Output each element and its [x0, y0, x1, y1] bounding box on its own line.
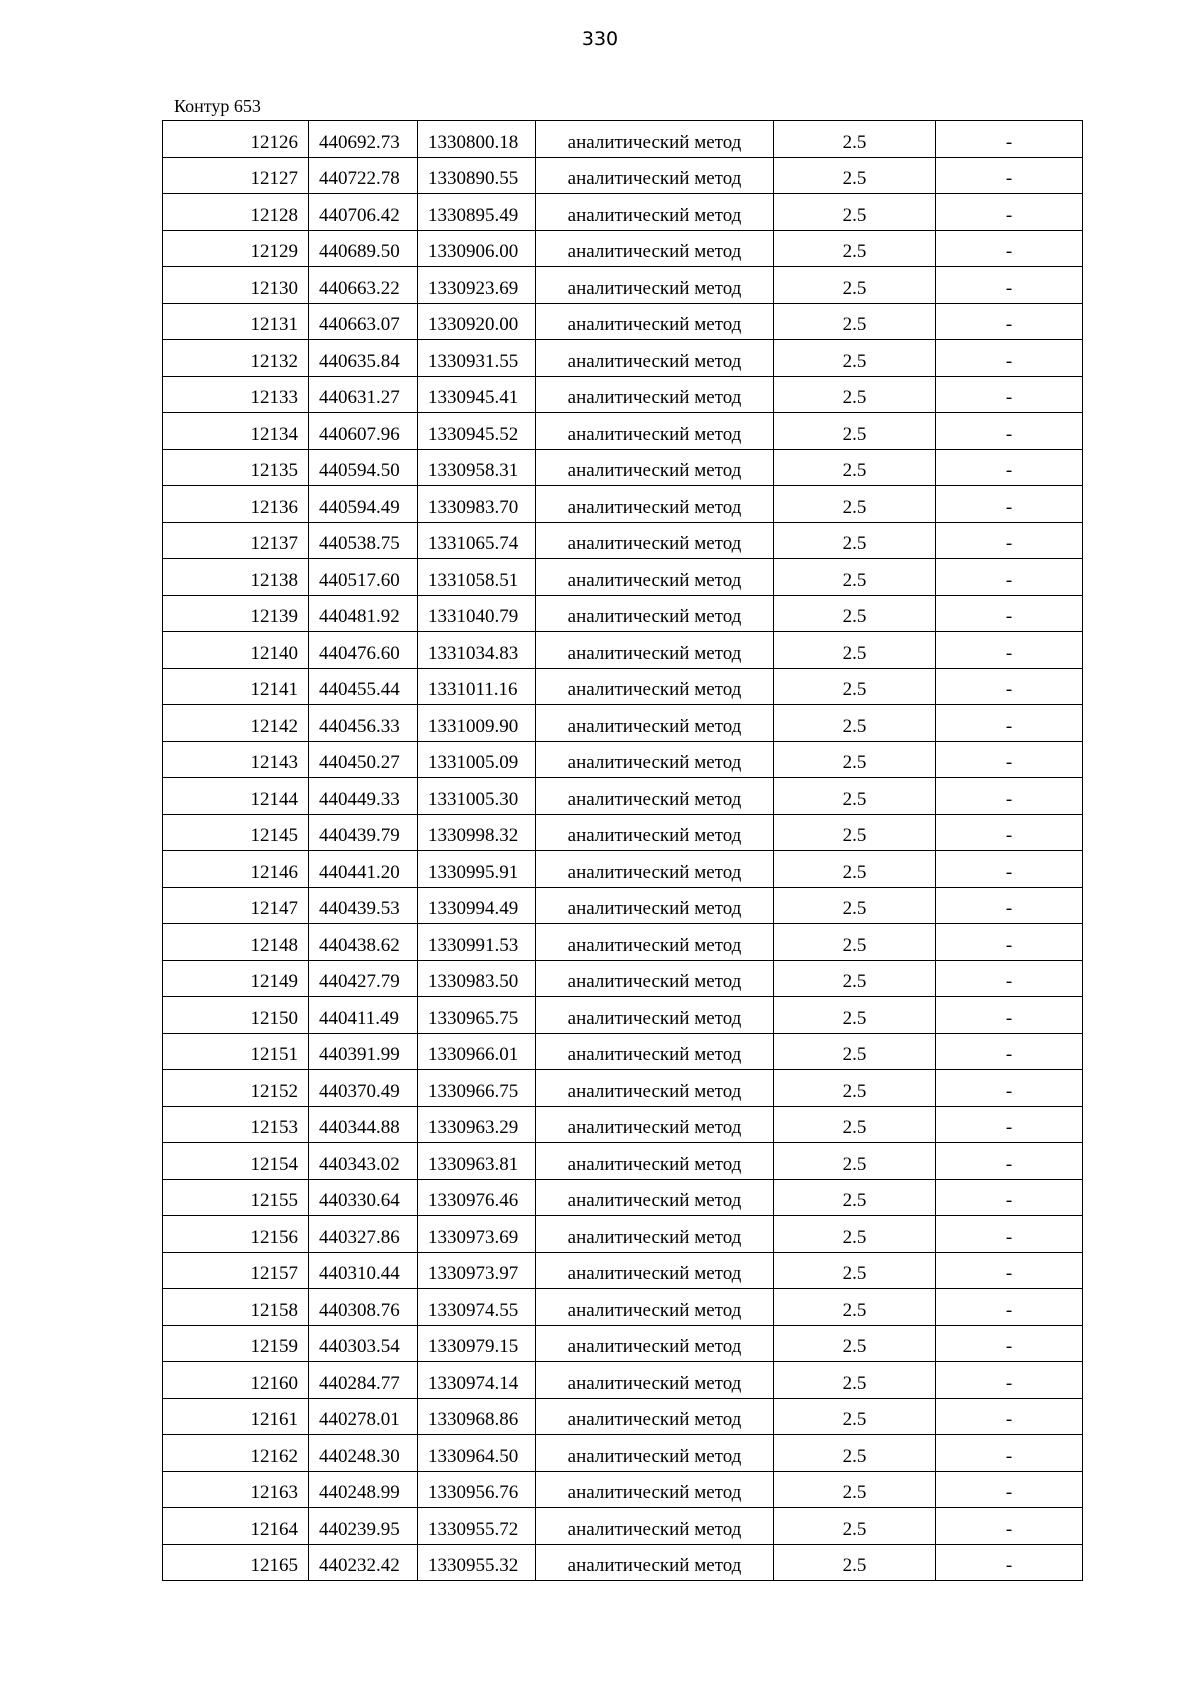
accuracy-cell: 2.5 — [774, 887, 936, 924]
point-number-cell: 12151 — [163, 1033, 309, 1070]
point-number-cell: 12142 — [163, 705, 309, 742]
point-number-cell: 12149 — [163, 960, 309, 997]
table-row — [163, 1435, 1083, 1472]
x-coordinate-cell: 440456.33 — [309, 705, 418, 742]
y-coordinate-cell: 1331058.51 — [418, 559, 536, 596]
accuracy-cell: 2.5 — [774, 303, 936, 340]
y-coordinate-cell: 1330800.18 — [418, 121, 536, 158]
note-cell: - — [936, 1544, 1083, 1581]
table-row — [163, 997, 1083, 1034]
y-coordinate-cell: 1330983.70 — [418, 486, 536, 523]
x-coordinate-cell: 440594.50 — [309, 449, 418, 486]
x-coordinate-cell: 440248.30 — [309, 1435, 418, 1472]
x-coordinate-cell: 440439.79 — [309, 814, 418, 851]
y-coordinate-cell: 1330945.52 — [418, 413, 536, 450]
accuracy-cell: 2.5 — [774, 1289, 936, 1326]
note-cell: - — [936, 413, 1083, 450]
accuracy-cell: 2.5 — [774, 924, 936, 961]
y-coordinate-cell: 1331040.79 — [418, 595, 536, 632]
note-cell: - — [936, 1362, 1083, 1399]
accuracy-cell: 2.5 — [774, 340, 936, 377]
method-cell: аналитический метод — [536, 230, 774, 267]
x-coordinate-cell: 440310.44 — [309, 1252, 418, 1289]
x-coordinate-cell: 440450.27 — [309, 741, 418, 778]
table-row — [163, 1362, 1083, 1399]
point-number-cell: 12134 — [163, 413, 309, 450]
table-row — [163, 1216, 1083, 1253]
note-cell: - — [936, 887, 1083, 924]
accuracy-cell: 2.5 — [774, 1252, 936, 1289]
table-row — [163, 1508, 1083, 1545]
point-number-cell: 12146 — [163, 851, 309, 888]
y-coordinate-cell: 1330974.14 — [418, 1362, 536, 1399]
x-coordinate-cell: 440438.62 — [309, 924, 418, 961]
accuracy-cell: 2.5 — [774, 1398, 936, 1435]
x-coordinate-cell: 440722.78 — [309, 157, 418, 194]
note-cell: - — [936, 1435, 1083, 1472]
method-cell: аналитический метод — [536, 1216, 774, 1253]
y-coordinate-cell: 1330979.15 — [418, 1325, 536, 1362]
point-number-cell: 12137 — [163, 522, 309, 559]
table-row — [163, 121, 1083, 158]
point-number-cell: 12159 — [163, 1325, 309, 1362]
y-coordinate-cell: 1331009.90 — [418, 705, 536, 742]
x-coordinate-cell: 440481.92 — [309, 595, 418, 632]
note-cell: - — [936, 340, 1083, 377]
accuracy-cell: 2.5 — [774, 522, 936, 559]
coordinates-table-body — [163, 121, 1083, 1581]
y-coordinate-cell: 1330895.49 — [418, 194, 536, 231]
accuracy-cell: 2.5 — [774, 668, 936, 705]
y-coordinate-cell: 1331065.74 — [418, 522, 536, 559]
accuracy-cell: 2.5 — [774, 559, 936, 596]
method-cell: аналитический метод — [536, 194, 774, 231]
y-coordinate-cell: 1330958.31 — [418, 449, 536, 486]
x-coordinate-cell: 440248.99 — [309, 1471, 418, 1508]
table-row — [163, 924, 1083, 961]
note-cell: - — [936, 814, 1083, 851]
method-cell: аналитический метод — [536, 668, 774, 705]
table-row — [163, 814, 1083, 851]
accuracy-cell: 2.5 — [774, 960, 936, 997]
y-coordinate-cell: 1330983.50 — [418, 960, 536, 997]
table-row — [163, 522, 1083, 559]
y-coordinate-cell: 1330966.75 — [418, 1070, 536, 1107]
point-number-cell: 12150 — [163, 997, 309, 1034]
point-number-cell: 12160 — [163, 1362, 309, 1399]
point-number-cell: 12156 — [163, 1216, 309, 1253]
note-cell: - — [936, 595, 1083, 632]
accuracy-cell: 2.5 — [774, 1070, 936, 1107]
method-cell: аналитический метод — [536, 960, 774, 997]
table-row — [163, 960, 1083, 997]
point-number-cell: 12148 — [163, 924, 309, 961]
point-number-cell: 12162 — [163, 1435, 309, 1472]
accuracy-cell: 2.5 — [774, 705, 936, 742]
point-number-cell: 12147 — [163, 887, 309, 924]
accuracy-cell: 2.5 — [774, 1544, 936, 1581]
x-coordinate-cell: 440284.77 — [309, 1362, 418, 1399]
table-row — [163, 741, 1083, 778]
note-cell: - — [936, 1033, 1083, 1070]
table-row — [163, 376, 1083, 413]
x-coordinate-cell: 440427.79 — [309, 960, 418, 997]
x-coordinate-cell: 440327.86 — [309, 1216, 418, 1253]
table-row — [163, 1544, 1083, 1581]
point-number-cell: 12131 — [163, 303, 309, 340]
y-coordinate-cell: 1330998.32 — [418, 814, 536, 851]
table-row — [163, 1471, 1083, 1508]
table-row — [163, 449, 1083, 486]
x-coordinate-cell: 440330.64 — [309, 1179, 418, 1216]
method-cell: аналитический метод — [536, 1070, 774, 1107]
note-cell: - — [936, 559, 1083, 596]
table-row — [163, 1143, 1083, 1180]
point-number-cell: 12129 — [163, 230, 309, 267]
note-cell: - — [936, 267, 1083, 304]
point-number-cell: 12139 — [163, 595, 309, 632]
x-coordinate-cell: 440278.01 — [309, 1398, 418, 1435]
accuracy-cell: 2.5 — [774, 1508, 936, 1545]
x-coordinate-cell: 440370.49 — [309, 1070, 418, 1107]
x-coordinate-cell: 440517.60 — [309, 559, 418, 596]
table-row — [163, 194, 1083, 231]
table-row — [163, 1070, 1083, 1107]
x-coordinate-cell: 440706.42 — [309, 194, 418, 231]
table-row — [163, 157, 1083, 194]
point-number-cell: 12158 — [163, 1289, 309, 1326]
method-cell: аналитический метод — [536, 997, 774, 1034]
note-cell: - — [936, 924, 1083, 961]
point-number-cell: 12153 — [163, 1106, 309, 1143]
note-cell: - — [936, 1325, 1083, 1362]
accuracy-cell: 2.5 — [774, 851, 936, 888]
point-number-cell: 12135 — [163, 449, 309, 486]
y-coordinate-cell: 1330920.00 — [418, 303, 536, 340]
method-cell: аналитический метод — [536, 1143, 774, 1180]
coordinates-table — [162, 120, 1083, 1581]
x-coordinate-cell: 440439.53 — [309, 887, 418, 924]
point-number-cell: 12133 — [163, 376, 309, 413]
y-coordinate-cell: 1331034.83 — [418, 632, 536, 669]
y-coordinate-cell: 1330976.46 — [418, 1179, 536, 1216]
x-coordinate-cell: 440476.60 — [309, 632, 418, 669]
table-row — [163, 1179, 1083, 1216]
method-cell: аналитический метод — [536, 486, 774, 523]
accuracy-cell: 2.5 — [774, 1179, 936, 1216]
note-cell: - — [936, 1289, 1083, 1326]
accuracy-cell: 2.5 — [774, 632, 936, 669]
note-cell: - — [936, 1471, 1083, 1508]
note-cell: - — [936, 851, 1083, 888]
y-coordinate-cell: 1330955.72 — [418, 1508, 536, 1545]
note-cell: - — [936, 632, 1083, 669]
x-coordinate-cell: 440635.84 — [309, 340, 418, 377]
method-cell: аналитический метод — [536, 1544, 774, 1581]
note-cell: - — [936, 486, 1083, 523]
table-row — [163, 413, 1083, 450]
method-cell: аналитический метод — [536, 303, 774, 340]
y-coordinate-cell: 1330973.97 — [418, 1252, 536, 1289]
x-coordinate-cell: 440344.88 — [309, 1106, 418, 1143]
x-coordinate-cell: 440391.99 — [309, 1033, 418, 1070]
note-cell: - — [936, 157, 1083, 194]
point-number-cell: 12130 — [163, 267, 309, 304]
x-coordinate-cell: 440594.49 — [309, 486, 418, 523]
y-coordinate-cell: 1331005.30 — [418, 778, 536, 815]
method-cell: аналитический метод — [536, 157, 774, 194]
table-row — [163, 340, 1083, 377]
y-coordinate-cell: 1330956.76 — [418, 1471, 536, 1508]
x-coordinate-cell: 440449.33 — [309, 778, 418, 815]
point-number-cell: 12163 — [163, 1471, 309, 1508]
table-row — [163, 1325, 1083, 1362]
note-cell: - — [936, 997, 1083, 1034]
table-row — [163, 486, 1083, 523]
x-coordinate-cell: 440538.75 — [309, 522, 418, 559]
note-cell: - — [936, 522, 1083, 559]
y-coordinate-cell: 1330931.55 — [418, 340, 536, 377]
note-cell: - — [936, 1070, 1083, 1107]
note-cell: - — [936, 705, 1083, 742]
accuracy-cell: 2.5 — [774, 1471, 936, 1508]
table-row — [163, 559, 1083, 596]
note-cell: - — [936, 668, 1083, 705]
table-row — [163, 668, 1083, 705]
x-coordinate-cell: 440663.22 — [309, 267, 418, 304]
accuracy-cell: 2.5 — [774, 1143, 936, 1180]
accuracy-cell: 2.5 — [774, 486, 936, 523]
table-row — [163, 1398, 1083, 1435]
note-cell: - — [936, 1508, 1083, 1545]
method-cell: аналитический метод — [536, 1106, 774, 1143]
point-number-cell: 12161 — [163, 1398, 309, 1435]
note-cell: - — [936, 741, 1083, 778]
y-coordinate-cell: 1330968.86 — [418, 1398, 536, 1435]
table-row — [163, 705, 1083, 742]
note-cell: - — [936, 194, 1083, 231]
y-coordinate-cell: 1331005.09 — [418, 741, 536, 778]
y-coordinate-cell: 1330923.69 — [418, 267, 536, 304]
point-number-cell: 12152 — [163, 1070, 309, 1107]
accuracy-cell: 2.5 — [774, 1362, 936, 1399]
point-number-cell: 12140 — [163, 632, 309, 669]
table-row — [163, 851, 1083, 888]
x-coordinate-cell: 440692.73 — [309, 121, 418, 158]
accuracy-cell: 2.5 — [774, 157, 936, 194]
note-cell: - — [936, 1106, 1083, 1143]
accuracy-cell: 2.5 — [774, 997, 936, 1034]
method-cell: аналитический метод — [536, 778, 774, 815]
note-cell: - — [936, 303, 1083, 340]
method-cell: аналитический метод — [536, 1471, 774, 1508]
accuracy-cell: 2.5 — [774, 121, 936, 158]
x-coordinate-cell: 440411.49 — [309, 997, 418, 1034]
point-number-cell: 12155 — [163, 1179, 309, 1216]
note-cell: - — [936, 1216, 1083, 1253]
accuracy-cell: 2.5 — [774, 1325, 936, 1362]
table-row — [163, 632, 1083, 669]
method-cell: аналитический метод — [536, 887, 774, 924]
method-cell: аналитический метод — [536, 924, 774, 961]
accuracy-cell: 2.5 — [774, 230, 936, 267]
method-cell: аналитический метод — [536, 1289, 774, 1326]
note-cell: - — [936, 376, 1083, 413]
table-row — [163, 778, 1083, 815]
note-cell: - — [936, 230, 1083, 267]
note-cell: - — [936, 121, 1083, 158]
point-number-cell: 12164 — [163, 1508, 309, 1545]
point-number-cell: 12154 — [163, 1143, 309, 1180]
method-cell: аналитический метод — [536, 1325, 774, 1362]
accuracy-cell: 2.5 — [774, 741, 936, 778]
note-cell: - — [936, 1252, 1083, 1289]
page-number: 330 — [581, 28, 619, 50]
accuracy-cell: 2.5 — [774, 267, 936, 304]
point-number-cell: 12144 — [163, 778, 309, 815]
x-coordinate-cell: 440455.44 — [309, 668, 418, 705]
method-cell: аналитический метод — [536, 449, 774, 486]
y-coordinate-cell: 1330890.55 — [418, 157, 536, 194]
method-cell: аналитический метод — [536, 121, 774, 158]
method-cell: аналитический метод — [536, 1252, 774, 1289]
y-coordinate-cell: 1330963.29 — [418, 1106, 536, 1143]
method-cell: аналитический метод — [536, 1398, 774, 1435]
method-cell: аналитический метод — [536, 814, 774, 851]
y-coordinate-cell: 1330963.81 — [418, 1143, 536, 1180]
method-cell: аналитический метод — [536, 340, 774, 377]
x-coordinate-cell: 440239.95 — [309, 1508, 418, 1545]
accuracy-cell: 2.5 — [774, 1435, 936, 1472]
table-row — [163, 1106, 1083, 1143]
method-cell: аналитический метод — [536, 376, 774, 413]
accuracy-cell: 2.5 — [774, 778, 936, 815]
contour-title: Контур 653 — [174, 96, 261, 116]
x-coordinate-cell: 440663.07 — [309, 303, 418, 340]
point-number-cell: 12145 — [163, 814, 309, 851]
accuracy-cell: 2.5 — [774, 194, 936, 231]
point-number-cell: 12165 — [163, 1544, 309, 1581]
note-cell: - — [936, 960, 1083, 997]
table-row — [163, 230, 1083, 267]
point-number-cell: 12143 — [163, 741, 309, 778]
note-cell: - — [936, 1143, 1083, 1180]
y-coordinate-cell: 1331011.16 — [418, 668, 536, 705]
accuracy-cell: 2.5 — [774, 1106, 936, 1143]
method-cell: аналитический метод — [536, 1179, 774, 1216]
y-coordinate-cell: 1330991.53 — [418, 924, 536, 961]
method-cell: аналитический метод — [536, 1435, 774, 1472]
x-coordinate-cell: 440232.42 — [309, 1544, 418, 1581]
x-coordinate-cell: 440631.27 — [309, 376, 418, 413]
accuracy-cell: 2.5 — [774, 814, 936, 851]
y-coordinate-cell: 1330964.50 — [418, 1435, 536, 1472]
y-coordinate-cell: 1330955.32 — [418, 1544, 536, 1581]
method-cell: аналитический метод — [536, 559, 774, 596]
y-coordinate-cell: 1330945.41 — [418, 376, 536, 413]
point-number-cell: 12138 — [163, 559, 309, 596]
method-cell: аналитический метод — [536, 267, 774, 304]
method-cell: аналитический метод — [536, 1033, 774, 1070]
y-coordinate-cell: 1330906.00 — [418, 230, 536, 267]
x-coordinate-cell: 440343.02 — [309, 1143, 418, 1180]
point-number-cell: 12127 — [163, 157, 309, 194]
table-row — [163, 595, 1083, 632]
point-number-cell: 12157 — [163, 1252, 309, 1289]
accuracy-cell: 2.5 — [774, 413, 936, 450]
table-row — [163, 1252, 1083, 1289]
point-number-cell: 12141 — [163, 668, 309, 705]
method-cell: аналитический метод — [536, 1362, 774, 1399]
table-row — [163, 887, 1083, 924]
accuracy-cell: 2.5 — [774, 449, 936, 486]
point-number-cell: 12132 — [163, 340, 309, 377]
point-number-cell: 12128 — [163, 194, 309, 231]
accuracy-cell: 2.5 — [774, 376, 936, 413]
note-cell: - — [936, 1398, 1083, 1435]
table-row — [163, 303, 1083, 340]
accuracy-cell: 2.5 — [774, 1216, 936, 1253]
method-cell: аналитический метод — [536, 595, 774, 632]
accuracy-cell: 2.5 — [774, 595, 936, 632]
table-row — [163, 1289, 1083, 1326]
y-coordinate-cell: 1330995.91 — [418, 851, 536, 888]
y-coordinate-cell: 1330994.49 — [418, 887, 536, 924]
method-cell: аналитический метод — [536, 522, 774, 559]
accuracy-cell: 2.5 — [774, 1033, 936, 1070]
x-coordinate-cell: 440308.76 — [309, 1289, 418, 1326]
x-coordinate-cell: 440607.96 — [309, 413, 418, 450]
method-cell: аналитический метод — [536, 413, 774, 450]
note-cell: - — [936, 449, 1083, 486]
x-coordinate-cell: 440303.54 — [309, 1325, 418, 1362]
table-row — [163, 1033, 1083, 1070]
method-cell: аналитический метод — [536, 1508, 774, 1545]
table-row — [163, 267, 1083, 304]
point-number-cell: 12136 — [163, 486, 309, 523]
x-coordinate-cell: 440441.20 — [309, 851, 418, 888]
y-coordinate-cell: 1330973.69 — [418, 1216, 536, 1253]
method-cell: аналитический метод — [536, 632, 774, 669]
x-coordinate-cell: 440689.50 — [309, 230, 418, 267]
y-coordinate-cell: 1330965.75 — [418, 997, 536, 1034]
method-cell: аналитический метод — [536, 741, 774, 778]
note-cell: - — [936, 1179, 1083, 1216]
y-coordinate-cell: 1330974.55 — [418, 1289, 536, 1326]
method-cell: аналитический метод — [536, 851, 774, 888]
note-cell: - — [936, 778, 1083, 815]
point-number-cell: 12126 — [163, 121, 309, 158]
y-coordinate-cell: 1330966.01 — [418, 1033, 536, 1070]
method-cell: аналитический метод — [536, 705, 774, 742]
